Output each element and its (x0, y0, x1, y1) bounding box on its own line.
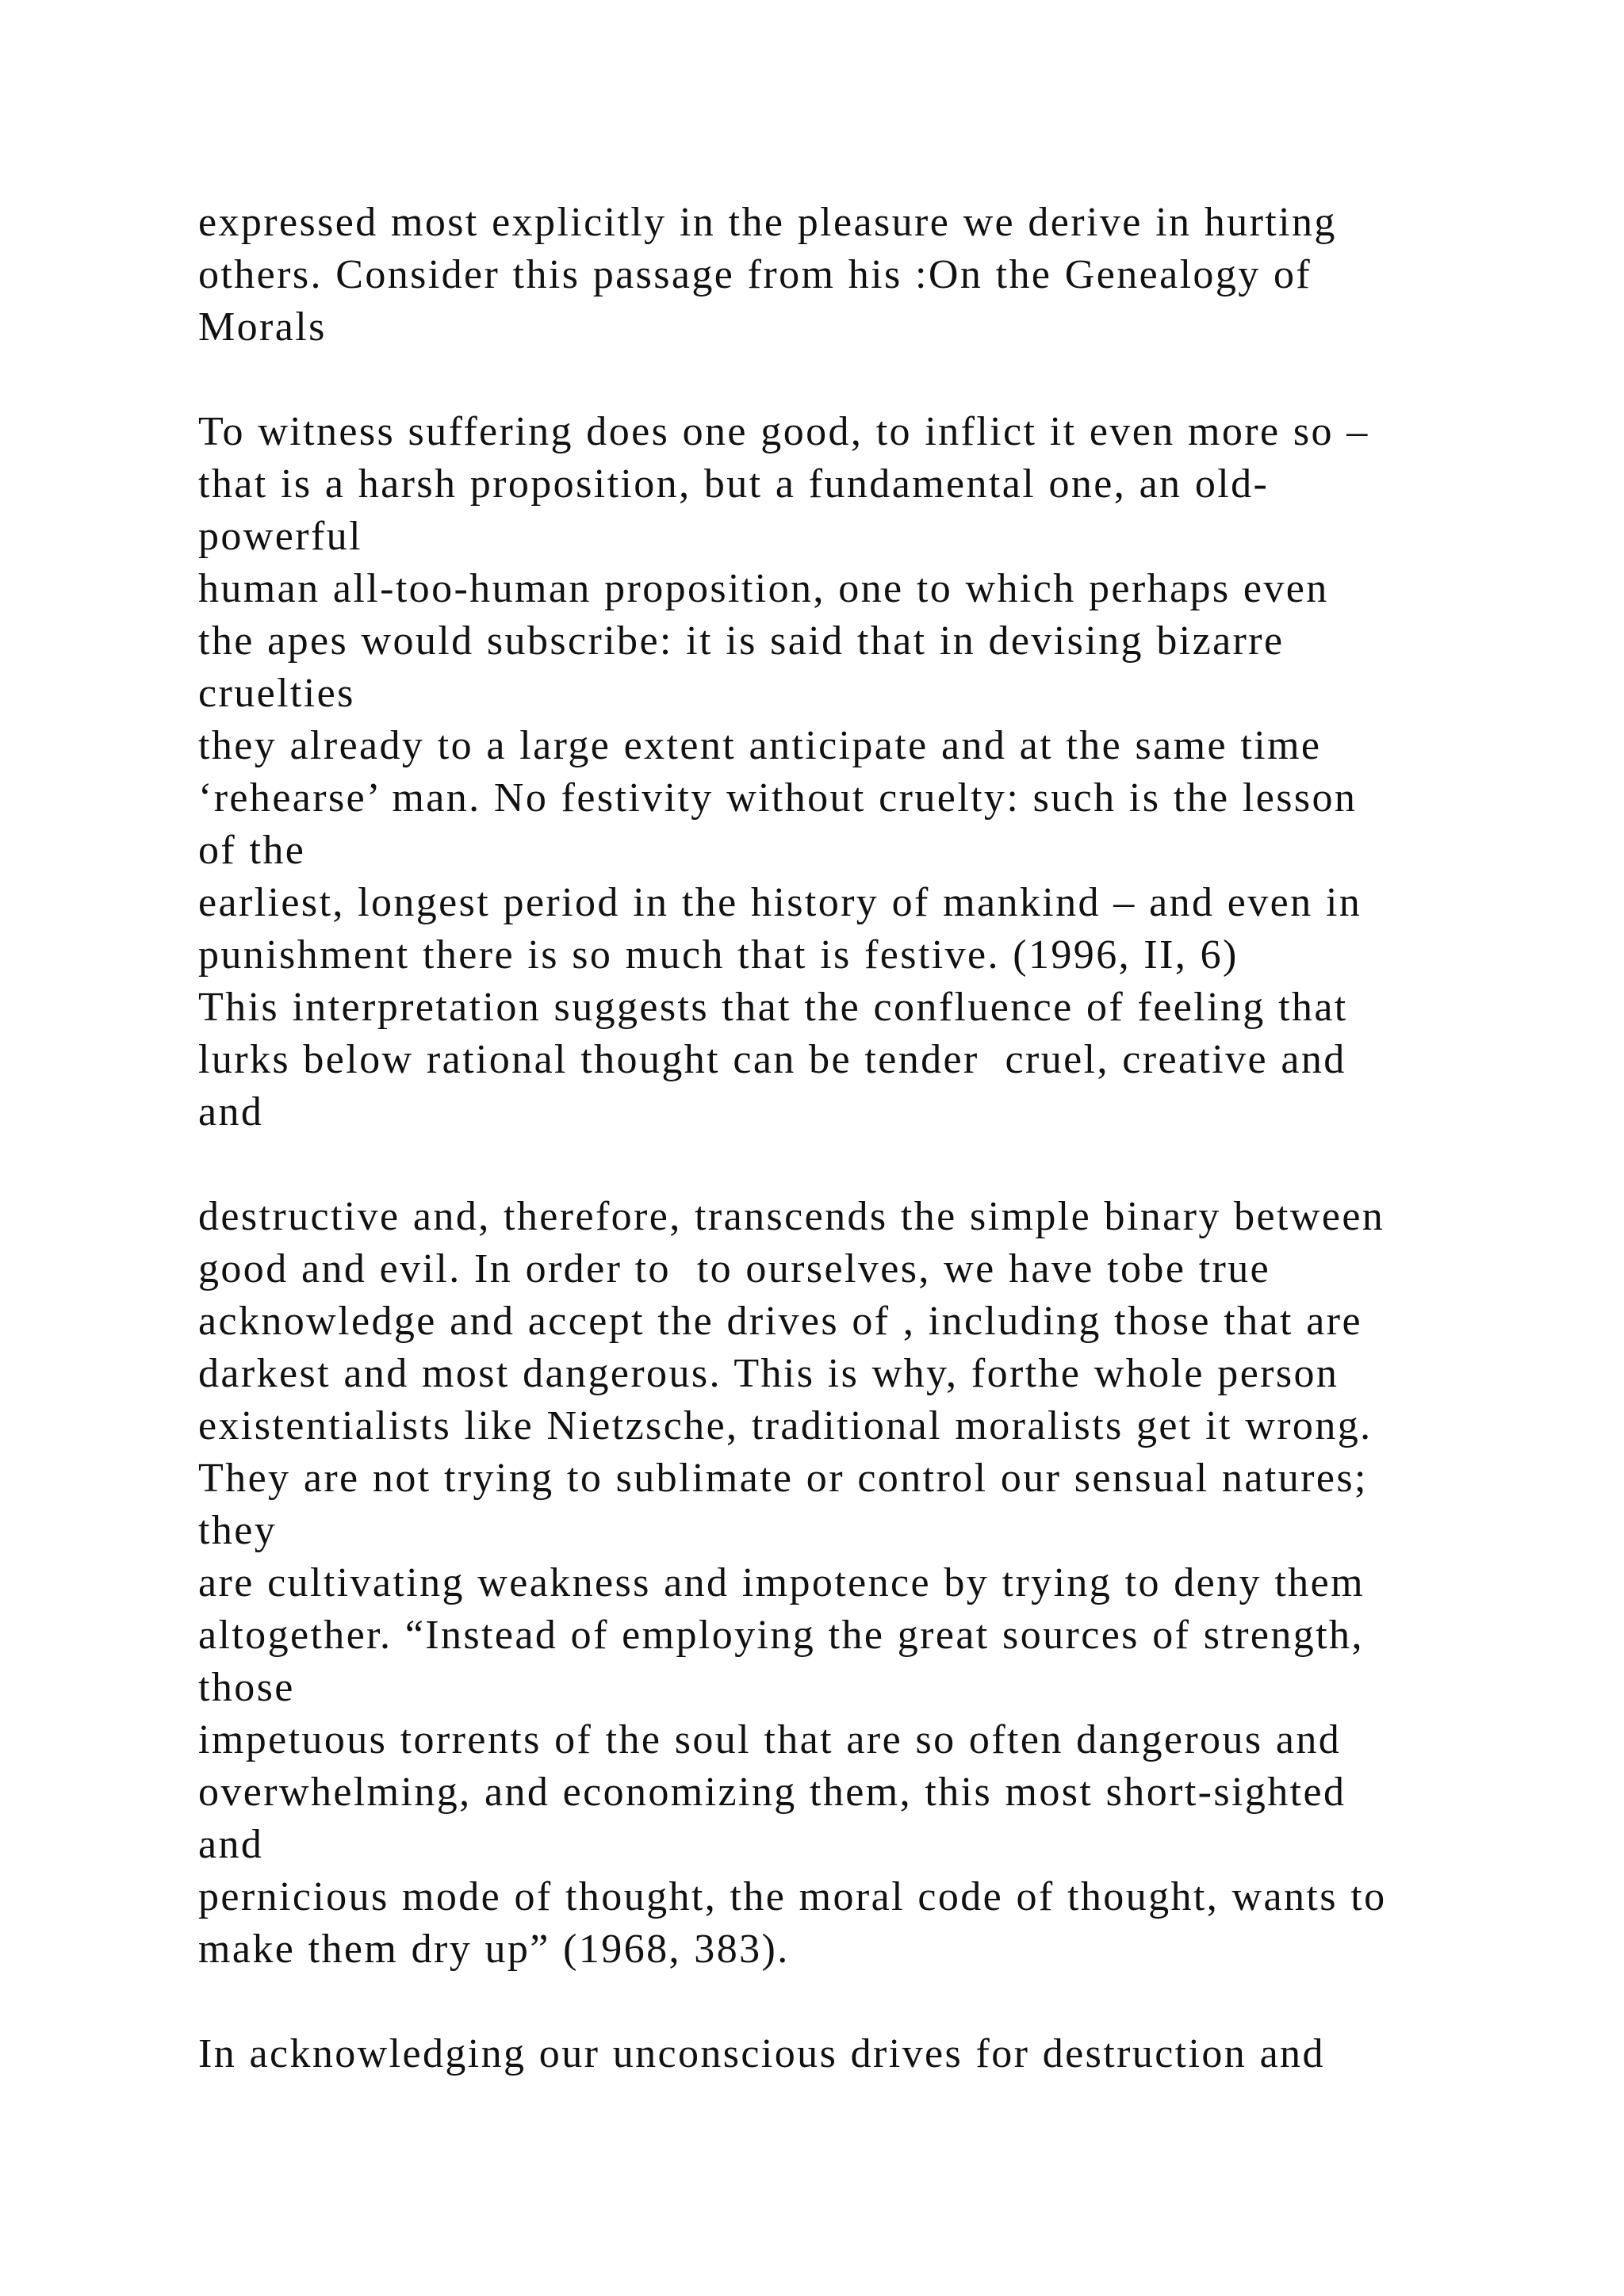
text-line: and (198, 1089, 264, 1135)
text-line: overwhelming, and economizing them, this most short-sighted (198, 1770, 1346, 1815)
text-line: others. Consider this passage from his :On the Genealogy of (198, 252, 1312, 297)
text-line: impetuous torrents of the soul that are so often dangerous and (198, 1717, 1342, 1762)
document-body (198, 197, 1499, 2080)
text-line: human all-too-human proposition, one to which perhaps even (198, 566, 1329, 611)
text-line: that is a harsh proposition, but a fundamental one, an old- (198, 461, 1270, 507)
text-line: This interpretation suggests that the confluence of feeling that (198, 985, 1348, 1030)
blank-line (198, 1976, 1499, 2028)
blank-line (198, 354, 1499, 406)
text-line: destructive and, therefore, transcends the simple binary between (198, 1194, 1385, 1239)
text-line: and (198, 1822, 264, 1867)
blank-line (198, 1138, 1499, 1191)
text-line: they already to a large extent anticipate and at the same time (198, 723, 1322, 768)
text-line: punishment there is so much that is festive. (1996, II, 6) (198, 932, 1239, 978)
text-line: of the (198, 828, 306, 873)
text-line: ‘rehearse’ man. No festivity without cruelty: such is the lesson (198, 775, 1358, 821)
text-line: pernicious mode of thought, the moral code of thought, wants to (198, 1874, 1387, 1919)
text-line: To witness suffering does one good, to inflict it even more so – (198, 409, 1369, 454)
text-line: altogether. “Instead of employing the great sources of strength, (198, 1613, 1364, 1658)
text-line: good and evil. In order to to ourselves, we have tobe true (198, 1246, 1271, 1292)
text-line: expressed most explicitly in the pleasure we derive in hurting (198, 200, 1337, 245)
text-line: darkest and most dangerous. This is why, forthe whole person (198, 1351, 1339, 1396)
text-line: make them dry up” (1968, 383). (198, 1927, 790, 1972)
text-line: Morals (198, 304, 327, 350)
text-line: They are not trying to sublimate or control our sensual natures; (198, 1456, 1368, 1501)
text-line: the apes would subscribe: it is said that in devising bizarre (198, 618, 1285, 664)
text-line: lurks below rational thought can be tender cruel, creative and (198, 1037, 1346, 1082)
text-line: existentialists like Nietzsche, traditional moralists get it wrong. (198, 1403, 1373, 1448)
text-line: acknowledge and accept the drives of , including those that are (198, 1299, 1362, 1344)
text-line: earliest, longest period in the history of mankind – and even in (198, 880, 1362, 925)
text-line: they (198, 1508, 278, 1553)
text-line: In acknowledging our unconscious drives for destruction and (198, 2031, 1325, 2076)
text-line: cruelties (198, 671, 355, 716)
text-line: are cultivating weakness and impotence by trying to deny them (198, 1560, 1365, 1605)
text-line: powerful (198, 514, 362, 559)
text-line: those (198, 1665, 295, 1710)
